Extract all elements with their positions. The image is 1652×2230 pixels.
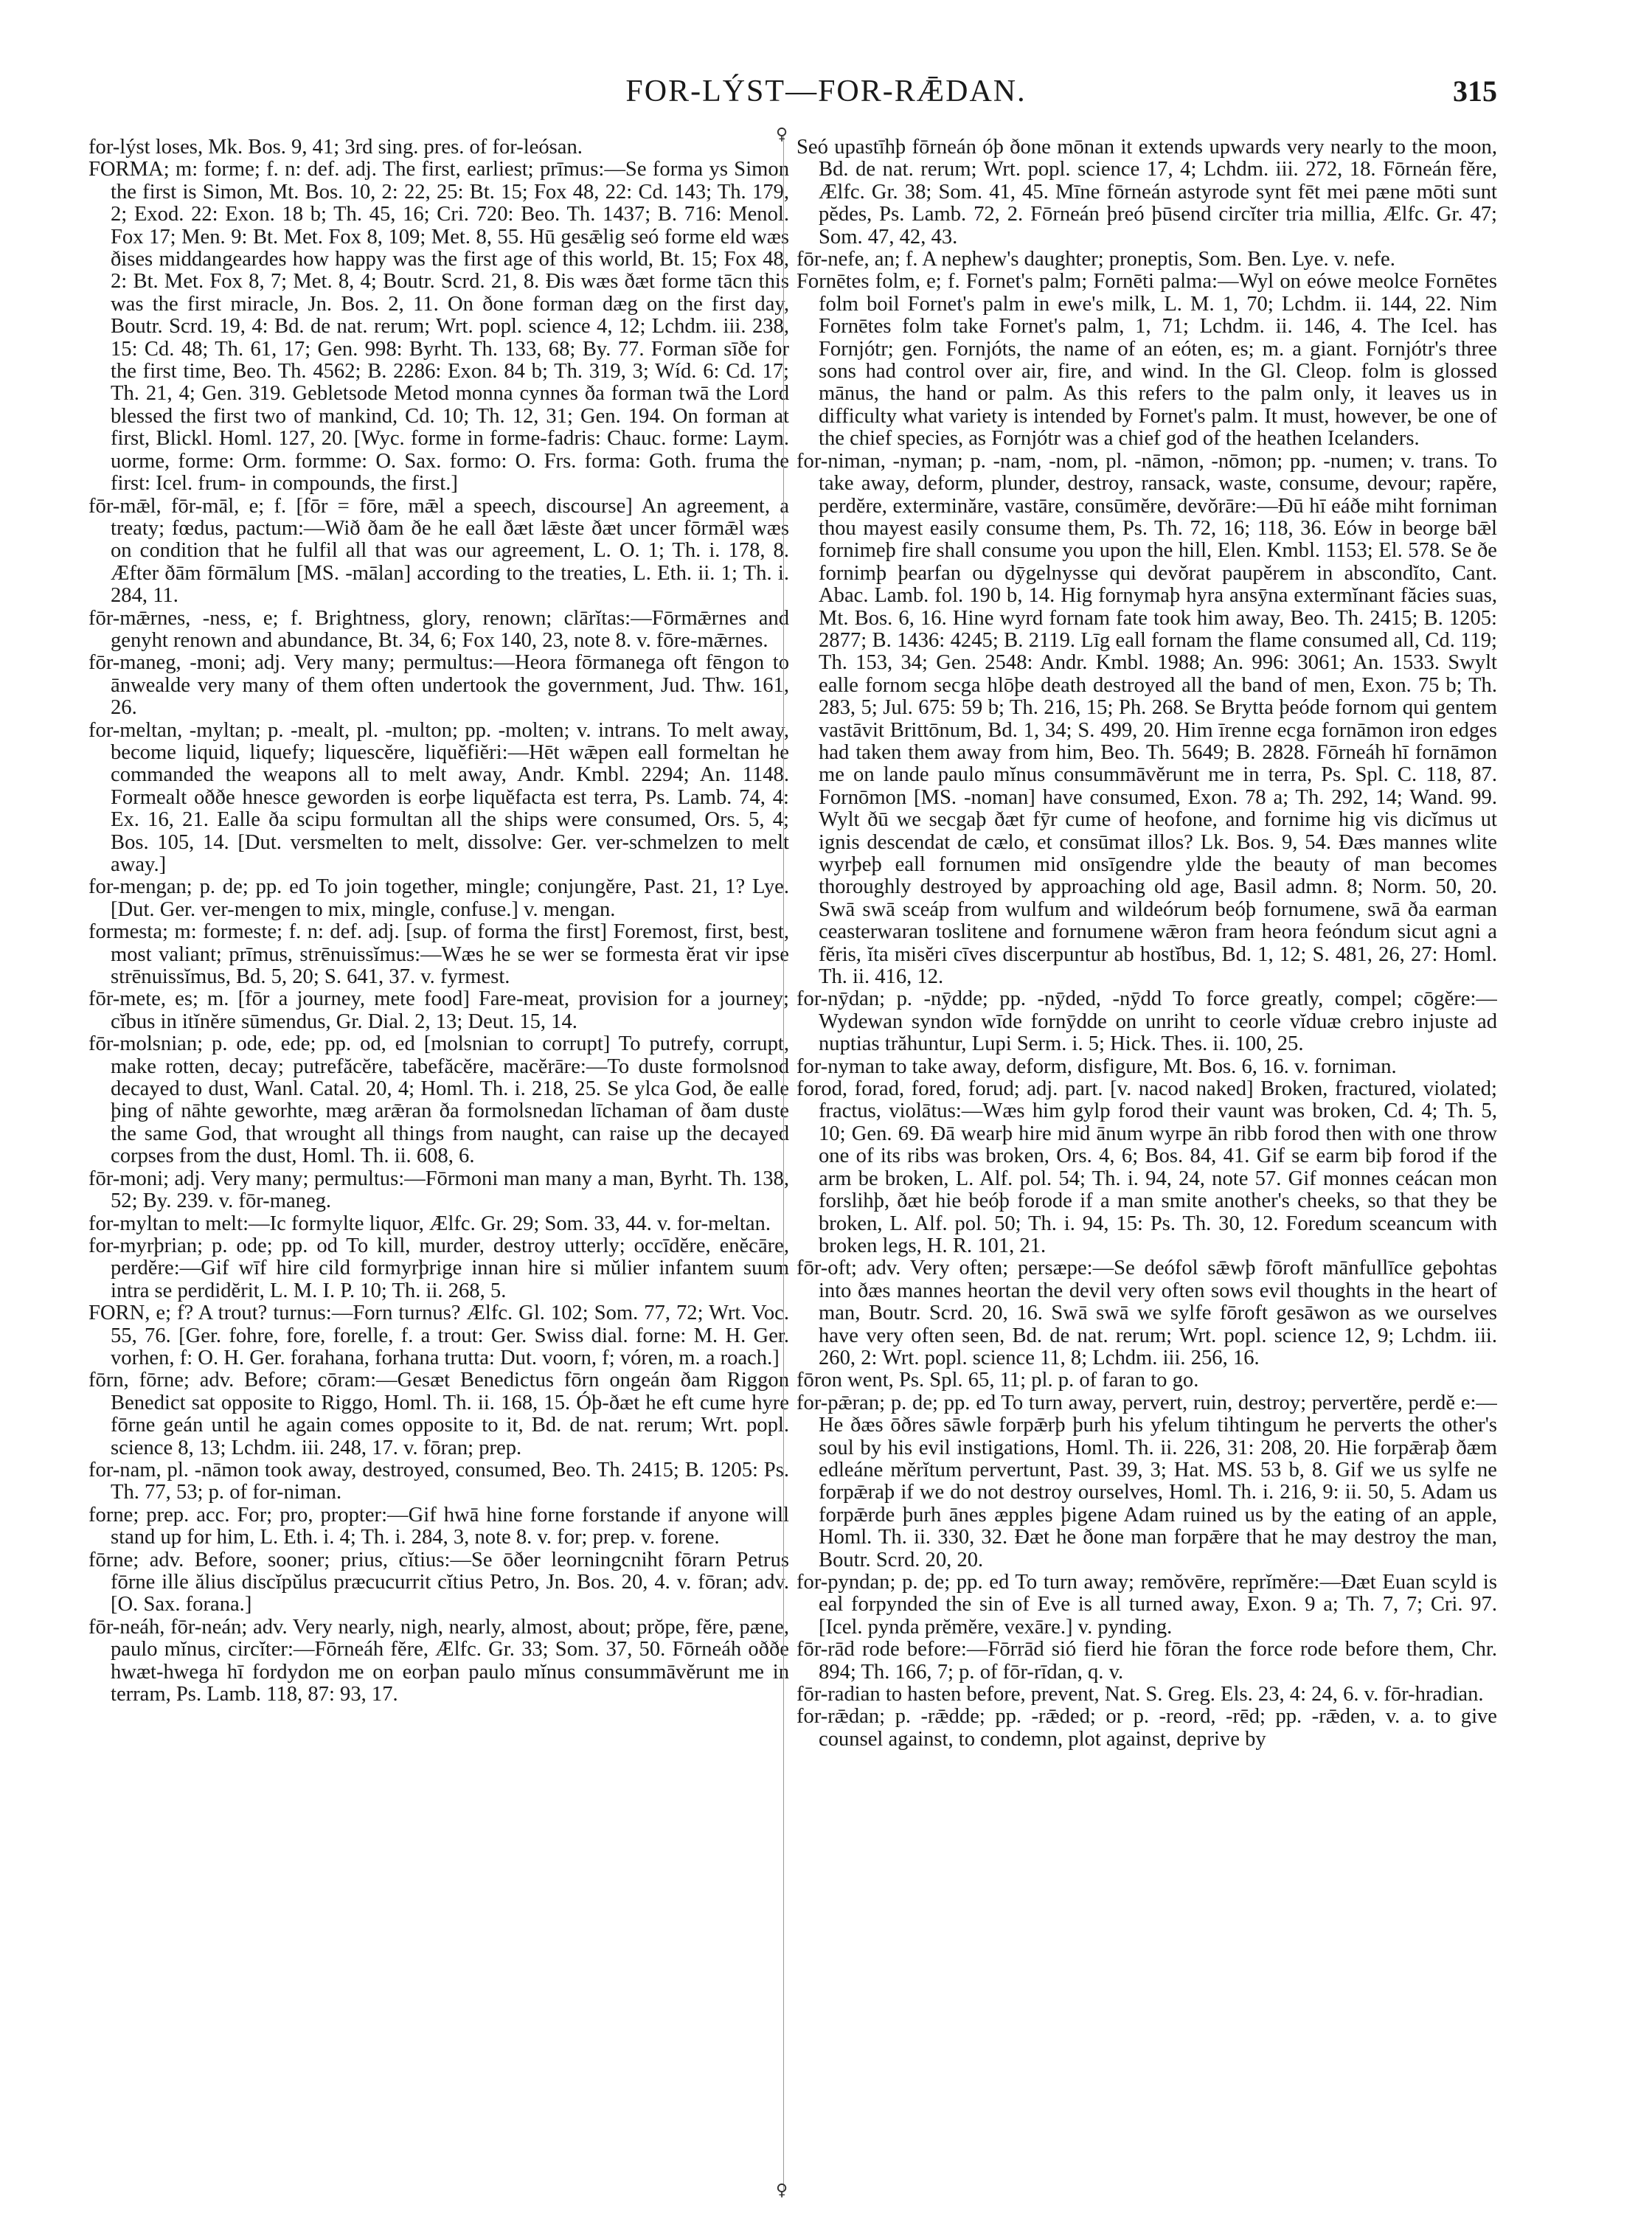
dictionary-entry: fōr-moni; adj. Very many; permultus:—Fōrmoni man many a man, Byrht. Th. 138, 52; By. 239. v. fōr-maneg. bbox=[88, 1167, 789, 1213]
dictionary-entry: for-nam, pl. -nāmon took away, destroyed, consumed, Beo. Th. 2415; B. 1205: Ps. Th. 77, 53; p. of for-niman. bbox=[88, 1458, 789, 1504]
dictionary-entry: forod, forad, fored, forud; adj. part. [v. nacod naked] Broken, fractured, violated; fractus, violātus:—Wæs him gylp forod their vaunt was broken, Cd. 4; Th. 5, 10; Gen. 69. Ðā wearþ hire mid ānum wyrpe ān ribb forod then with one throw one of its ribs was broken, Ors. 4, 6; Bos. 84, 41. Gif se earm biþ forod if the arm be broken, L. Alf. pol. 54; Th. i. 94, 24, note 57. Gif monnes ceácan mon forslihþ, ðæt hie beóþ forode if a man smite another's cheeks, so that they be broken, L. Alf. pol. 50; Th. i. 94, 15: Ps. Th. 30, 12. Foredum sceancum with broken legs, H. R. 101, 21. bbox=[796, 1077, 1497, 1257]
column-divider bbox=[783, 136, 784, 2190]
dictionary-entry: FORMA; m: forme; f. n: def. adj. The first, earliest; prīmus:—Se forma ys Simon the first is Simon, Mt. Bos. 10, 2: 22, 25: Bt. 15; Fox 48, 22: Cd. 143; Th. 179, 2; Exod. 22: Exon. 18 b; Th. 45, 16; Cri. 720: Beo. Th. 1437; B. 716: Menol. Fox 17; Men. 9: Bt. Met. Fox 8, 109; Met. 8, 55. Hū gesǣlig seó forme eld wæs ðises middangeardes how happy was the first age of this world, Bt. 15; Fox 48, 2: Bt. Met. Fox 8, 7; Met. 8, 4; Boutr. Scrd. 21, 8. Ðis wæs ðæt forme tācn this was the first miracle, Jn. Bos. 2, 11. On ðone forman dæg on the first day, Boutr. Scrd. 19, 4: Bd. de nat. rerum; Wrt. popl. science 4, 12; Lchdm. iii. 238, 15: Cd. 48; Th. 61, 17; Gen. 998: Byrht. Th. 133, 68; By. 77. Forman sīðe for the first time, Beo. Th. 4562; B. 2286: Exon. 84 b; Th. 319, 3; Wíd. 6: Cd. 17; Th. 21, 4; Gen. 319. Gebletsode Metod monna cynnes ða forman twā the Lord blessed the first two of mankind, Cd. 10; Th. 12, 31; Gen. 194. On forman at first, Blickl. Homl. 127, 20. [Wyc. forme in forme-fadris: Chauc. forme: Laym. uorme, forme: Orm. formme: O. Sax. formo: O. Frs. forma: Goth. fruma the first: Icel. frum- in compounds, the first.] bbox=[88, 158, 789, 496]
dictionary-entry: fōr-mǣrnes, -ness, e; f. Brightness, glory, renown; clārĭtas:—Fōrmǣrnes and genyht renown and abundance, Bt. 34, 6; Fox 140, 23, note 8. v. fōre-mǣrnes. bbox=[88, 606, 789, 652]
dictionary-entry: for-rǣdan; p. -rǣdde; pp. -rǣded; or p. -reord, -rēd; pp. -rǣden, v. a. to give counsel against, to condemn, plot against, deprive by bbox=[796, 1705, 1497, 1751]
dictionary-entry: fōr-mete, es; m. [fōr a journey, mete food] Fare-meat, provision for a journey; cĭbus in itĭnĕre sūmendus, Gr. Dial. 2, 13; Deut. 15, 14. bbox=[88, 987, 789, 1033]
dictionary-entry: fōr-maneg, -moni; adj. Very many; permultus:—Heora fōrmanega oft fēngon to ānwealde very many of them often undertook the government, Jud. Thw. 161, 26. bbox=[88, 651, 789, 720]
left-column bbox=[88, 136, 789, 2194]
page-header-title: FOR-LÝST—FOR-RǢDAN. bbox=[625, 74, 1027, 108]
dictionary-entry: for-nȳdan; p. -nȳdde; pp. -nȳded, -nȳdd To force greatly, compel; cōgĕre:—Wydewan syndon wīde fornȳdde on unriht to ceorle vĭduæ crebro injuste ad nuptias trăhuntur, Lupi Serm. i. 5; Hick. Thes. ii. 100, 25. bbox=[796, 987, 1497, 1056]
page-number: 315 bbox=[1453, 74, 1497, 108]
dictionary-entry: for-niman, -nyman; p. -nam, -nom, pl. -nāmon, -nōmon; pp. -numen; v. trans. To take away, deform, plunder, destroy, ransack, waste, consume, devour; rapĕre, perdĕre, exterminăre, vastāre, consūmĕre, devŏrāre:—Ðū hī eáðe miht forniman thou mayest easily consume them, Ps. Th. 72, 16; 118, 36. Eów in beorge bǣl fornimeþ fire shall consume you upon the hill, Elen. Kmbl. 1153; El. 578. Se ðe fornimþ þearfan ou dȳgelnysse qui devŏrat paupĕrem in abscondĭto, Cant. Abac. Lamb. fol. 190 b, 14. Hig fornymaþ hyra ansȳna extermĭnant făcies suas, Mt. Bos. 6, 16. Hine wyrd fornam fate took him away, Beo. Th. 2415; B. 1205: 2877; B. 1436: 4245; B. 2119. Līg eall fornam the flame consumed all, Cd. 119; Th. 153, 34; Gen. 2548: Andr. Kmbl. 1988; An. 996: 3061; An. 1533. Swylt ealle fornom secga hlōþe death destroyed all the band of men, Exon. 75 b; Th. 283, 5; Jul. 675: 59 b; Th. 216, 15; Ph. 268. Se Brytta þeóde fornom qui gentem vastāvit Brittōnum, Bd. 1, 34; S. 499, 20. Him īrenne ecga fornāmon iron edges had taken them away from him, Beo. Th. 5649; B. 2828. Fōrneáh hī fornāmon me on lande paulo mĭnus consummāvĕrunt me in terra, Ps. Spl. C. 118, 87. Fornōmon [MS. -noman] have consumed, Exon. 78 a; Th. 292, 14; Wand. 99. Wylt ðū we secgaþ ðæt fȳr cume of heofone, and fornime hig vis dicĭmus ut ignis descendat de cælo, et consūmat illos? Lk. Bos. 9, 54. Ðæs mannes wlite wyrþeþ eall fornumen mid onsīgendre ylde the beauty of man becomes thoroughly destroyed by approaching old age, Basil admn. 8; Norm. 50, 20. Swā swā sceáp from wulfum and wildeórum beóþ fornumene, swā ða earman ceasterwaran toslitene and fornumene wǣron fram heora feóndum sicut agni a fĕris, ĭta misĕri cīves discerpuntur ab hostĭbus, Bd. 1, 12; S. 481, 26, 27: Homl. Th. ii. 416, 12. bbox=[796, 449, 1497, 989]
dictionary-entry: for-nyman to take away, deform, disfigure, Mt. Bos. 6, 16. v. forniman. bbox=[796, 1055, 1397, 1078]
dictionary-entry: fōr-molsnian; p. ode, ede; pp. od, ed [molsnian to corrupt] To putrefy, corrupt, make rotten, decay; putrefăcĕre, tabefăcĕre, macĕrāre:—To duste formolsnod decayed to dust, Wanl. Catal. 20, 4; Homl. Th. i. 218, 25. Se ylca God, ðe ealle þing of nāhte geworhte, mæg arǣran ða formolsnedan līchaman of ðam duste the same God, that wrought all things from naught, can raise up the decayed corpses from the dust, Homl. Th. ii. 608, 6. bbox=[88, 1032, 789, 1168]
dictionary-entry: for-meltan, -myltan; p. -mealt, pl. -multon; pp. -molten; v. intrans. To melt away, become liquid, liquefy; liquescĕre, liquĕfiĕri:—Hēt wǣpen eall formeltan he commanded the weapons all to melt away, Andr. Kmbl. 2294; An. 1148. Formealt oððe hnesce geworden is eorþe liquĕfacta est terra, Ps. Lamb. 74, 4: Ex. 16, 21. Ealle ða scipu formultan all the ships were consumed, Ors. 5, 4; Bos. 105, 14. [Dut. versmelten to melt, dissolve: Ger. ver-schmelzen to melt away.] bbox=[88, 718, 789, 876]
dictionary-entry: fōrn, fōrne; adv. Before; cōram:—Gesæt Benedictus fōrn ongeán ðam Riggon Benedict sat opposite to Riggo, Homl. Th. ii. 168, 15. Óþ-ðæt he eft cume hyre fōrne geán until he again comes opposite to it, Bd. de nat. rerum; Wrt. popl. science 8, 13; Lchdm. iii. 248, 17. v. fōran; prep. bbox=[88, 1369, 789, 1459]
dictionary-entry: fōr-rād rode before:—Fōrrād sió fierd hie fōran the force rode before them, Chr. 894; Th. 166, 7; p. of fōr-rīdan, q. v. bbox=[796, 1638, 1497, 1684]
dictionary-entry: FORN, e; f? A trout? turnus:—Forn turnus? Ælfc. Gl. 102; Som. 77, 72; Wrt. Voc. 55, 76. [Ger. fohre, fore, forelle, f. a trout: Ger. Swiss dial. forne: M. H. Ger. vorhen, f: O. H. Ger. forahana, forhana trutta: Dut. voorn, f; vóren, m. a roach.] bbox=[88, 1302, 789, 1369]
dictionary-entry: fōr-mǣl, fōr-māl, e; f. [fōr = fōre, mǣl a speech, discourse] An agreement, a treaty; fœdus, pactum:—Wið ðam ðe he eall ðæt lǣste ðæt uncer fōrmǣl wæs on condition that he fulfil all that was our agreement, L. O. 1; Th. i. 178, 8. Æfter ðām fōrmālum [MS. -mālan] according to the treaties, L. Eth. ii. 1; Th. i. 284, 11. bbox=[88, 494, 789, 608]
dictionary-entry: for-pyndan; p. de; pp. ed To turn away; remŏvēre, reprĭmĕre:—Ðæt Euan scyld is eal forpynded the sin of Eve is all turned away, Exon. 9 a; Th. 7, 7; Cri. 97. [Icel. pynda prĕmĕre, vexāre.] v. pynding. bbox=[796, 1571, 1497, 1639]
dictionary-entry: for-lýst loses, Mk. Bos. 9, 41; 3rd sing. pres. of for-leósan. bbox=[88, 136, 583, 159]
dictionary-entry: Fornētes folm, e; f. Fornet's palm; Fornēti palma:—Wyl on eówe meolce Fornētes folm boil Fornet's palm in ewe's milk, L. M. 1, 70; Lchdm. ii. 144, 22. Nim Fornētes folm take Fornet's palm, 1, 71; Lchdm. ii. 146, 4. The Icel. has Fornjótr; gen. Fornjóts, the name of an eóten, es; m. a giant. Fornjótr's three sons had control over air, fire, and wind. In the Gl. Cleop. folm is glossed mānus, the hand or palm. As this refers to the palm only, it leaves us in difficulty what variety is intended by Fornet's palm. It must, however, be one of the chief species, as Fornjótr was a chief god of the heathen Icelanders. bbox=[796, 270, 1497, 451]
dictionary-entry: fōr-radian to hasten before, prevent, Nat. S. Greg. Els. 23, 4: 24, 6. v. fōr-hradian. bbox=[796, 1683, 1484, 1706]
dictionary-entry: forne; prep. acc. For; pro, propter:—Gif hwā hine forne forstande if anyone will stand up for him, L. Eth. i. 4; Th. i. 284, 3, note 8. v. for; prep. v. forene. bbox=[88, 1503, 789, 1549]
column-ornament-top: ♀ bbox=[776, 125, 788, 144]
dictionary-entry: Seó upastīhþ fōrneán óþ ðone mōnan it extends upwards very nearly to the moon, Bd. de nat. rerum; Wrt. popl. science 17, 4; Lchdm. iii. 272, 18. Fōrneán fĕre, Ælfc. Gr. 38; Som. 41, 45. Mīne fōrneán astyrode synt fēt mei pæne mōti sunt pĕdes, Ps. Lamb. 72, 2. Fōrneán þreó þūsend circĭter tria millia, Ælfc. Gr. 47; Som. 47, 42, 43. bbox=[796, 136, 1497, 249]
dictionary-entry: formesta; m: formeste; f. n: def. adj. [sup. of forma the first] Foremost, first, best, most valiant; prīmus, strēnuissĭmus:—Wæs he se wer se formesta ĕrat vir ipse strēnuissĭmus, Bd. 5, 20; S. 641, 37. v. fyrmest. bbox=[88, 920, 789, 989]
dictionary-entry: for-myrþrian; p. ode; pp. od To kill, murder, destroy utterly; occīdĕre, enĕcāre, perdĕre:—Gif wīf hire cild formyrþrige innan hire si mŭlier infantem suum intra se perdidĕrit, L. M. I. P. 10; Th. ii. 268, 5. bbox=[88, 1234, 789, 1302]
dictionary-entry: for-mengan; p. de; pp. ed To join together, mingle; conjungĕre, Past. 21, 1? Lye. [Dut. Ger. ver-mengen to mix, mingle, confuse.] v. mengan. bbox=[88, 875, 789, 921]
running-head bbox=[0, 74, 1652, 118]
dictionary-entry: fōr-nefe, an; f. A nephew's daughter; proneptis, Som. Ben. Lye. v. nefe. bbox=[796, 248, 1395, 271]
dictionary-entry: fōr-neáh, fōr-neán; adv. Very nearly, nigh, nearly, almost, about; prŏpe, fĕre, pæne, paulo mĭnus, circĭter:—Fōrneáh fĕre, Ælfc. Gr. 33; Som. 37, 50. Fōrneáh oððe hwæt-hwega hī fordydon me on eorþan paulo mĭnus consummāvĕrunt me in terram, Ps. Lamb. 118, 87: 93, 17. bbox=[88, 1615, 789, 1706]
column-ornament-bottom: ♀ bbox=[776, 2181, 788, 2200]
dictionary-entry: fōr-oft; adv. Very often; persæpe:—Se deófol sǣwþ fōroft mānfullīce geþohtas into ðæs mannes heortan the devil very often sows evil thoughts in the heart of man, Boutr. Scrd. 20, 16. Swā swā we sylfe fōroft gesāwon as we ourselves have very often seen, Bd. de nat. rerum; Wrt. popl. science 12, 9; Lchdm. iii. 260, 2: Wrt. popl. science 11, 8; Lchdm. iii. 256, 16. bbox=[796, 1257, 1497, 1369]
dictionary-entry: for-myltan to melt:—Ic formylte liquor, Ælfc. Gr. 29; Som. 33, 44. v. for-meltan. bbox=[88, 1212, 771, 1235]
dictionary-entry: fōron went, Ps. Spl. 65, 11; pl. p. of faran to go. bbox=[796, 1369, 1199, 1392]
dictionary-entry: for-pǣran; p. de; pp. ed To turn away, pervert, ruin, destroy; pervertĕre, perdĕ e:—He ðæs ōðres sāwle forpǣrþ þurh his yfelum tihtingum he perverts the other's soul by his evil instigations, Homl. Th. ii. 226, 31: 208, 20. Hie forpǣraþ ðæm edleáne mĕrĭtum pervertunt, Past. 39, 3; Hat. MS. 53 b, 8. Gif we us sylfe ne forpǣraþ if we do not destroy ourselves, Homl. Th. i. 216, 9: ii. 50, 5. Adam us forpǣrde þurh ānes æpples þigene Adam ruined us by the eating of an apple, Homl. Th. ii. 330, 32. Ðæt he ðone man forpǣre that he may destroy the man, Boutr. Scrd. 20, 20. bbox=[796, 1391, 1497, 1571]
right-column bbox=[796, 136, 1497, 2194]
dictionary-entry: fōrne; adv. Before, sooner; prius, cĭtius:—Se ōðer leorningcniht fōrarn Petrus fōrne ille ălius discĭpŭlus præcucurrit cĭtius Petro, Jn. Bos. 20, 4. v. fōran; adv. [O. Sax. forana.] bbox=[88, 1548, 789, 1616]
